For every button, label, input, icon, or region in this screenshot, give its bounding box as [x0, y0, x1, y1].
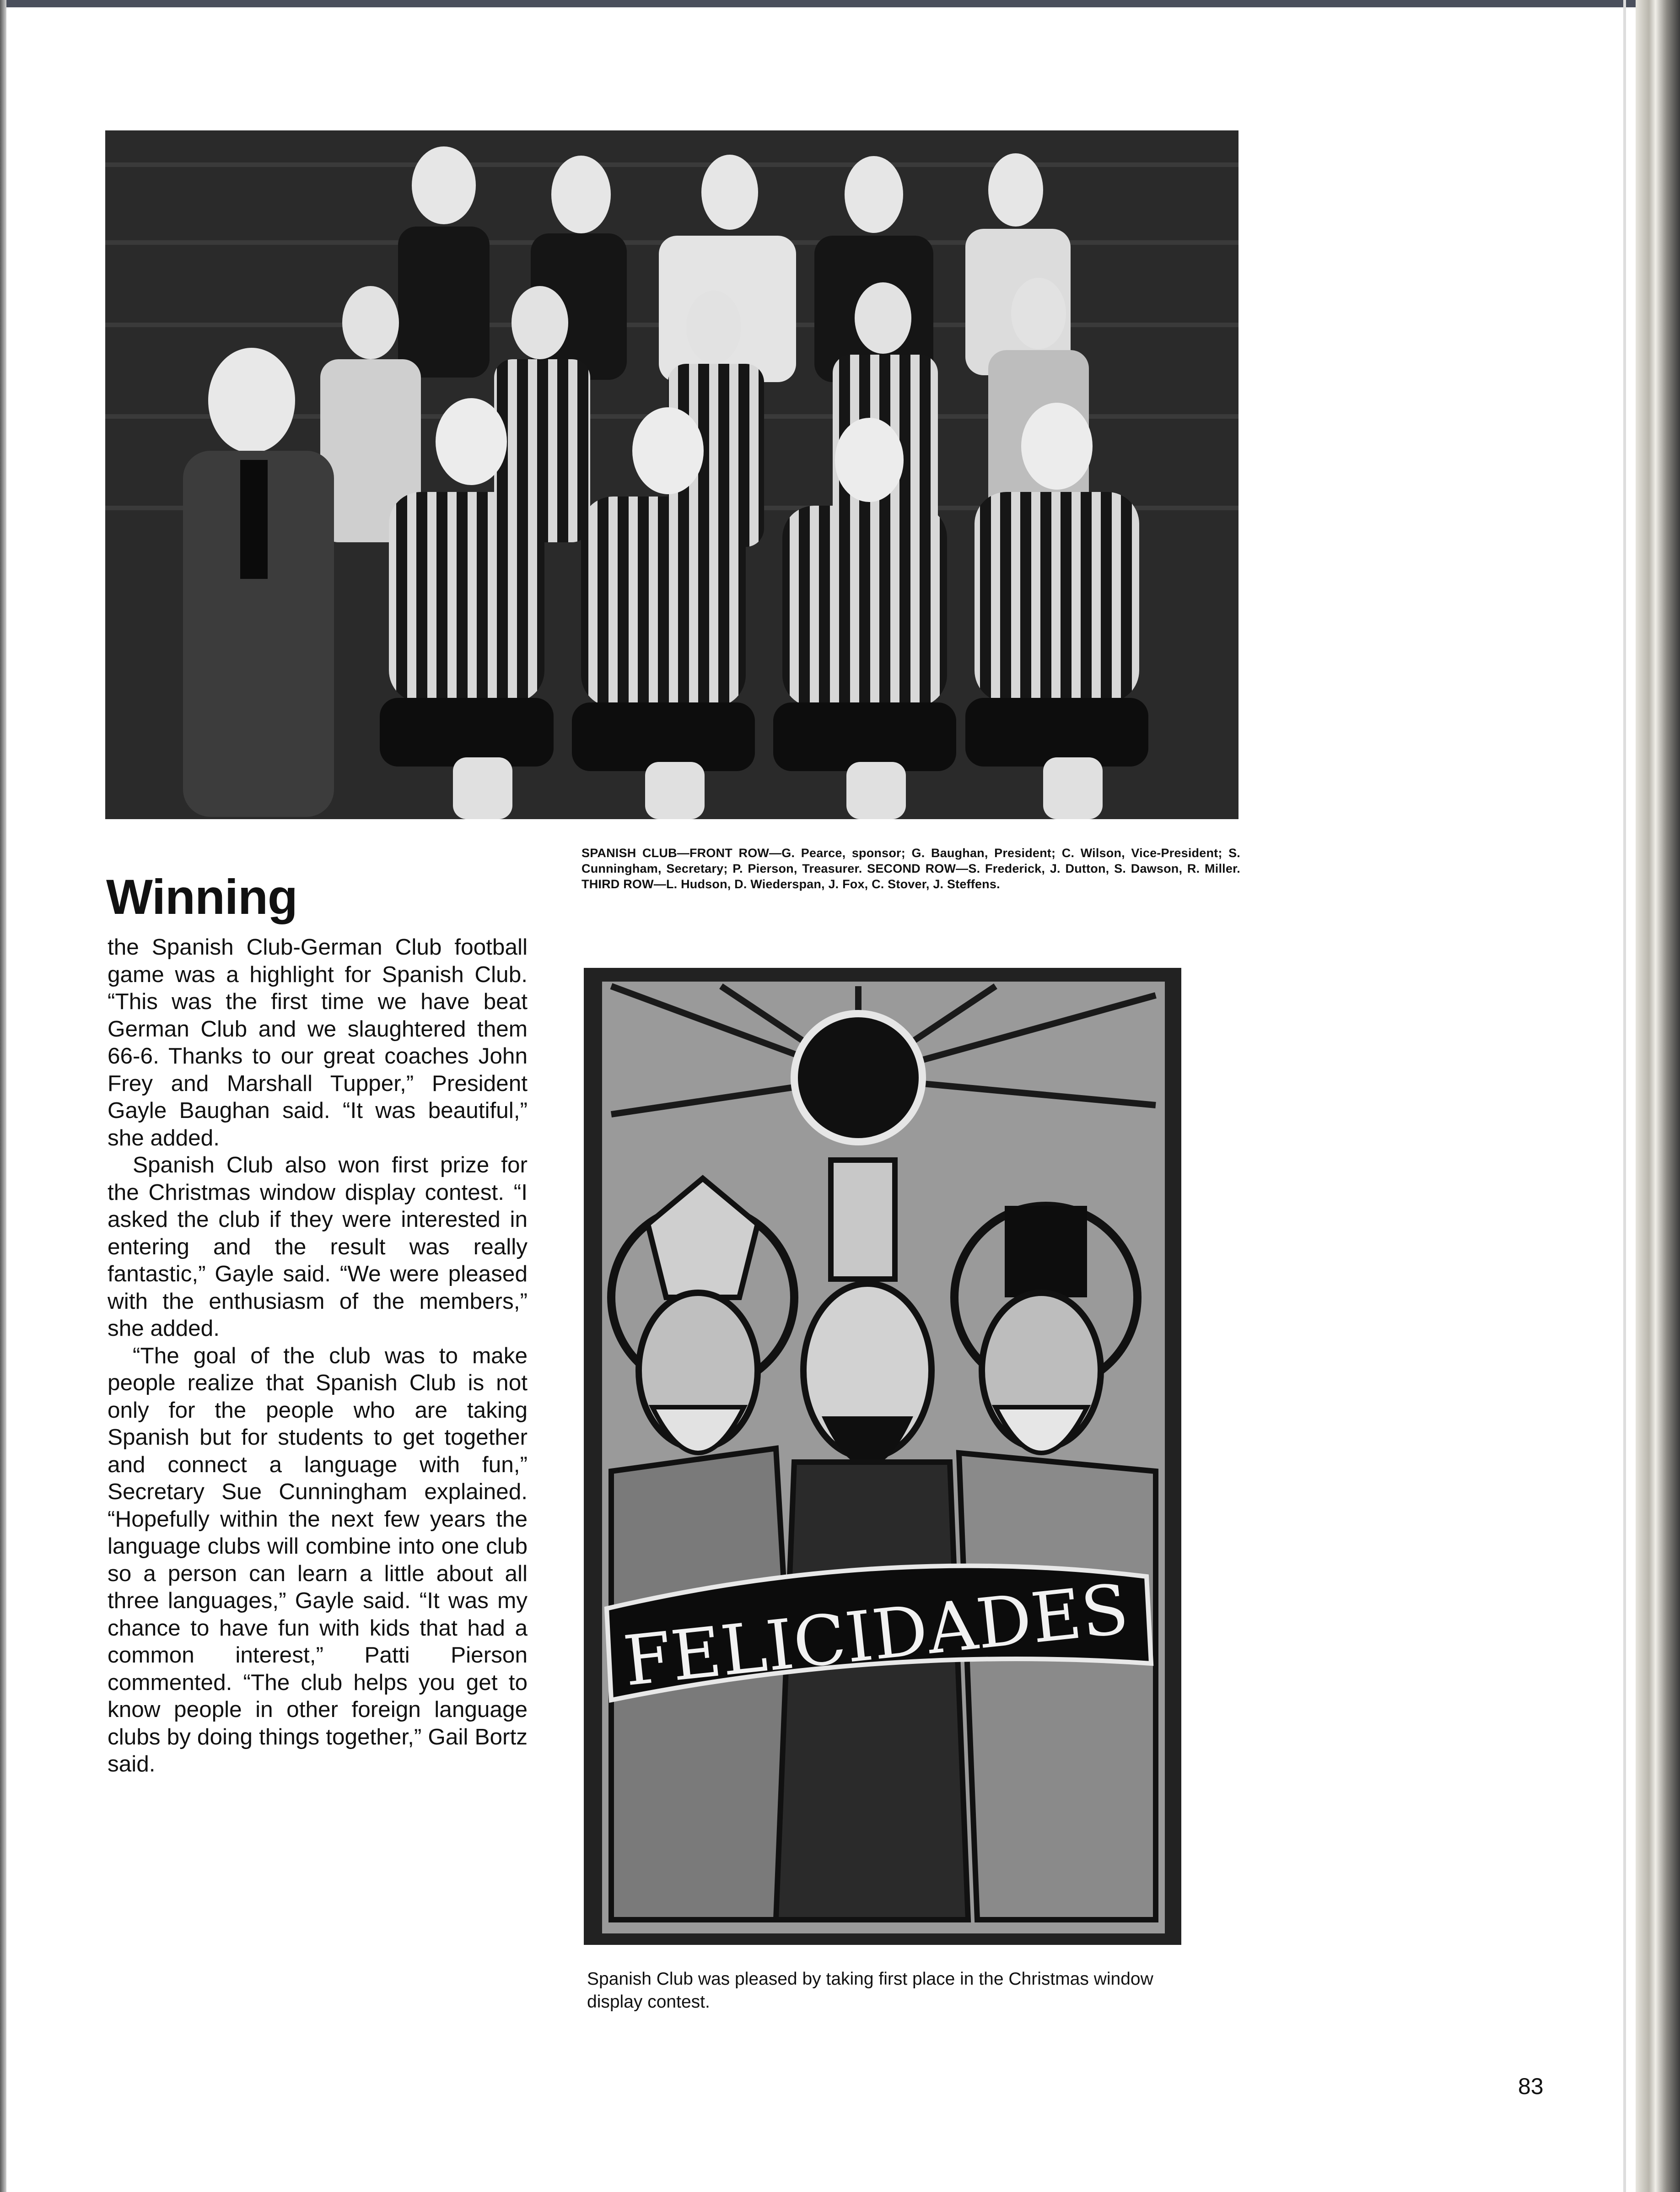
article-body	[108, 934, 528, 1778]
club-photo-caption: SPANISH CLUB—FRONT ROW—G. Pearce, sponsor; G. Baughan, President; C. Wilson, Vice-President; S. Cunningham, Secretary; P. Pierson, Treasurer. SECOND ROW—S. Frederick, J. Dutton, S. Dawson, R. Miller. THIRD ROW—L. Hudson, D. Wiederspan, J. Fox, C. Stover, J. Steffens.	[582, 846, 1240, 891]
book-edge	[1636, 0, 1680, 2192]
article-paragraph: “The goal of the club was to make people realize that Spanish Club is not only for the people who are taking Spanish but for students to get together and connect a language with fun,” Secretary Sue Cunningham explained. “Hopefully within the next few years the language clubs will combine into one club so a person can learn a little about all three languages,” Gayle said. “It was my chance to have fun with kids that had a common interest,” Patti Pierson commented. “The club helps you get to know people in other foreign language clubs by doing things together,” Gail Bortz said.	[108, 1343, 528, 1776]
window-photo-caption: Spanish Club was pleased by taking first place in the Christmas window display contest.	[587, 1969, 1153, 2012]
club-group-photo	[105, 130, 1238, 819]
article-paragraph: the Spanish Club-German Club football game was a highlight for Spanish Club. “This was the first time we have beat German Club and we slaughtered them 66-6. Thanks to our great coaches John Frey and Marshall Tupper,” President Gayle Baughan said. “It was beautiful,” she added.	[108, 934, 528, 1150]
stained-window-photo-icon	[584, 968, 1181, 1945]
window-banner-text: FELICIDADES	[620, 1569, 1132, 1702]
article-paragraph: Spanish Club also won first prize for the Christmas window display contest. “I asked the club if they were interested in entering and the result was really fantastic,” Gayle said. “We were pleased with the enthusiasm of the members,” she added.	[108, 1152, 528, 1341]
christmas-window-photo	[584, 968, 1181, 1945]
scan-border-top	[0, 0, 1680, 7]
article-headline: Winning	[106, 869, 297, 924]
page-number: 83	[1518, 2073, 1544, 2099]
group-photo-icon	[105, 130, 1238, 819]
page-gutter	[1623, 0, 1626, 2192]
scan-border-left	[0, 0, 6, 2192]
